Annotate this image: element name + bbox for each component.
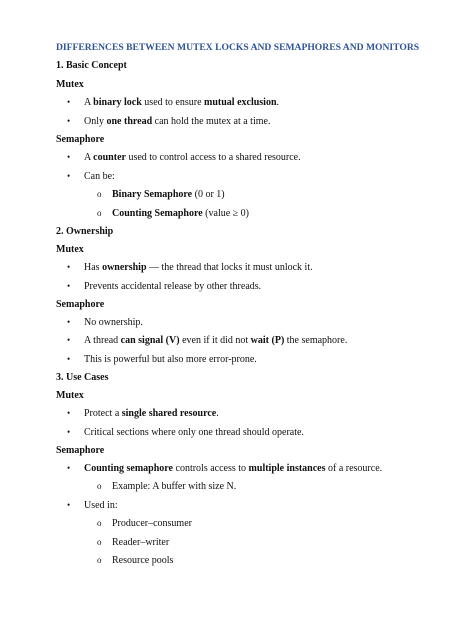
section-heading-basic-concept: 1. Basic Concept [56, 60, 127, 71]
section-heading-ownership: 2. Ownership [56, 226, 114, 237]
document-title: DIFFERENCES BETWEEN MUTEX LOCKS AND SEMAPHORES AND MONITORS [56, 42, 420, 53]
sub-list-item: Resource pools [112, 555, 174, 566]
subheading-semaphore: Semaphore [56, 299, 105, 310]
sub-list-item: Binary Semaphore (0 or 1) [112, 189, 225, 200]
sub-list-item: Example: A buffer with size N. [112, 481, 237, 492]
sub-list-item: Reader–writer [112, 537, 170, 548]
bullet-icon: • [67, 408, 71, 418]
bullet-icon: • [67, 335, 71, 345]
bullet-icon: • [67, 97, 71, 107]
bullet-icon: • [67, 262, 71, 272]
sub-bullet-icon: o [97, 208, 102, 218]
list-item: This is powerful but also more error-prone. [84, 354, 257, 365]
bullet-icon: • [67, 354, 71, 364]
list-item: Only one thread can hold the mutex at a time. [84, 116, 271, 127]
list-item: Can be: [84, 171, 115, 182]
list-item: No ownership. [84, 317, 143, 328]
subheading-mutex: Mutex [56, 79, 84, 90]
list-item: Prevents accidental release by other threads. [84, 281, 262, 292]
list-item: Counting semaphore controls access to multiple instances of a resource. [84, 463, 383, 474]
bullet-icon: • [67, 116, 71, 126]
list-item: Critical sections where only one thread should operate. [84, 427, 304, 438]
sub-list-item: Counting Semaphore (value ≥ 0) [112, 208, 249, 219]
list-item: Used in: [84, 500, 118, 511]
list-item: Has ownership — the thread that locks it must unlock it. [84, 262, 313, 273]
bullet-icon: • [67, 171, 71, 181]
bullet-icon: • [67, 500, 71, 510]
list-item: Protect a single shared resource. [84, 408, 219, 419]
subheading-mutex: Mutex [56, 390, 84, 401]
section-heading-use-cases: 3. Use Cases [56, 372, 109, 383]
bullet-icon: • [67, 463, 71, 473]
list-item: A thread can signal (V) even if it did not wait (P) the semaphore. [84, 335, 348, 346]
list-item: A binary lock used to ensure mutual exclusion. [84, 97, 280, 108]
sub-bullet-icon: o [97, 518, 102, 528]
bullet-icon: • [67, 152, 71, 162]
bullet-icon: • [67, 281, 71, 291]
bullet-icon: • [67, 317, 71, 327]
sub-bullet-icon: o [97, 555, 102, 565]
sub-bullet-icon: o [97, 537, 102, 547]
subheading-mutex: Mutex [56, 244, 84, 255]
list-item: A counter used to control access to a shared resource. [84, 152, 301, 163]
sub-list-item: Producer–consumer [112, 518, 192, 529]
subheading-semaphore: Semaphore [56, 134, 105, 145]
sub-bullet-icon: o [97, 481, 102, 491]
subheading-semaphore: Semaphore [56, 445, 105, 456]
sub-bullet-icon: o [97, 189, 102, 199]
bullet-icon: • [67, 427, 71, 437]
